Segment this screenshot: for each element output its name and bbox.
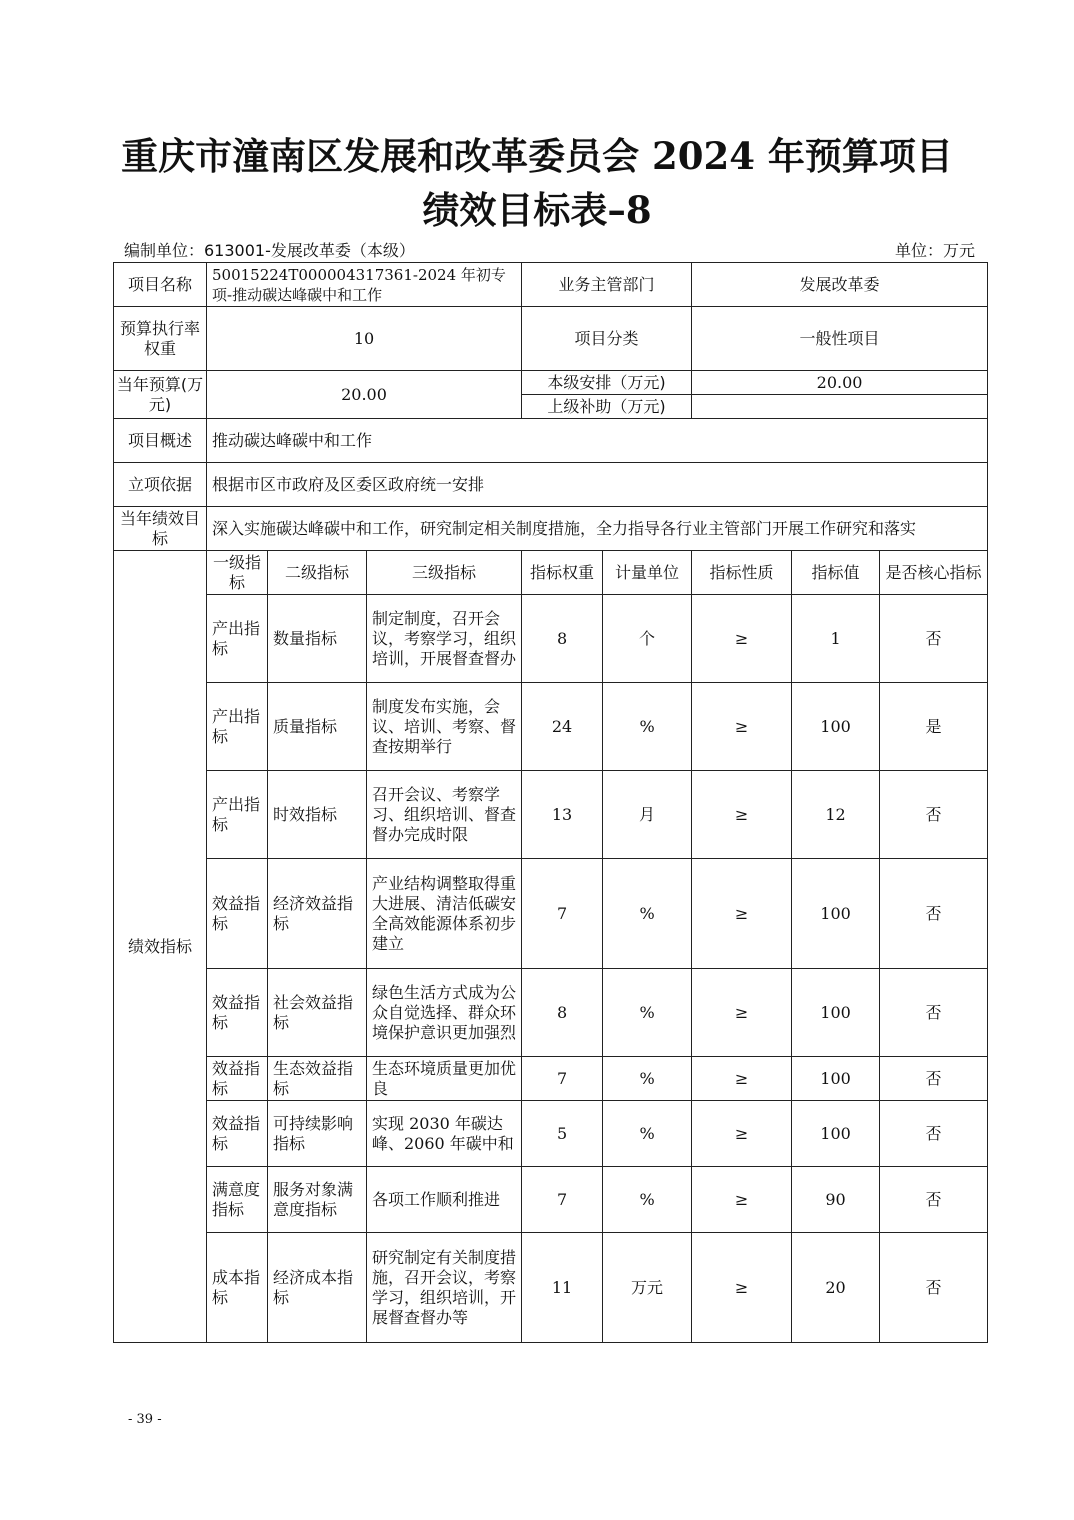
value-cell: 90 xyxy=(792,1167,880,1233)
level1-cell: 效益指标 xyxy=(207,1057,268,1101)
unit-cell: 万元 xyxy=(603,1233,692,1343)
value-cell: 100 xyxy=(792,969,880,1057)
table-row xyxy=(114,683,988,771)
header-core: 是否核心指标 xyxy=(880,551,988,595)
summary-value: 推动碳达峰碳中和工作 xyxy=(207,419,988,463)
row-exec-rate xyxy=(114,307,988,371)
nature-cell: ≥ xyxy=(692,859,792,969)
summary-label: 项目概述 xyxy=(114,419,207,463)
exec-rate-label: 预算执行率权重 xyxy=(114,307,207,371)
level2-cell: 时效指标 xyxy=(268,771,367,859)
core-cell: 否 xyxy=(880,1167,988,1233)
header-value: 指标值 xyxy=(792,551,880,595)
level1-cell: 效益指标 xyxy=(207,859,268,969)
header-level2: 二级指标 xyxy=(268,551,367,595)
upper-subsidy-label: 上级补助（万元) xyxy=(522,395,692,419)
level2-cell: 生态效益指标 xyxy=(268,1057,367,1101)
core-cell: 否 xyxy=(880,771,988,859)
local-arrangement-value: 20.00 xyxy=(692,371,988,395)
nature-cell: ≥ xyxy=(692,969,792,1057)
unit-cell: % xyxy=(603,683,692,771)
level1-cell: 效益指标 xyxy=(207,1101,268,1167)
weight-cell: 24 xyxy=(522,683,603,771)
performance-target-table xyxy=(113,262,988,1343)
table-row xyxy=(114,859,988,969)
nature-cell: ≥ xyxy=(692,1167,792,1233)
core-cell: 否 xyxy=(880,859,988,969)
project-name-label: 项目名称 xyxy=(114,263,207,307)
level3-cell: 研究制定有关制度措施，召开会议，考察学习，组织培训，开展督查督办等 xyxy=(367,1233,522,1343)
value-cell: 12 xyxy=(792,771,880,859)
goal-label: 当年绩效目标 xyxy=(114,507,207,551)
budget-label: 当年预算(万元) xyxy=(114,371,207,419)
header-nature: 指标性质 xyxy=(692,551,792,595)
weight-cell: 11 xyxy=(522,1233,603,1343)
level2-cell: 社会效益指标 xyxy=(268,969,367,1057)
weight-cell: 8 xyxy=(522,595,603,683)
dept-value: 发展改革委 xyxy=(692,263,988,307)
weight-cell: 7 xyxy=(522,1057,603,1101)
core-cell: 否 xyxy=(880,969,988,1057)
level3-cell: 绿色生活方式成为公众自觉选择、群众环境保护意识更加强烈 xyxy=(367,969,522,1057)
row-budget-1 xyxy=(114,371,988,395)
unit-cell: % xyxy=(603,1167,692,1233)
level2-cell: 经济效益指标 xyxy=(268,859,367,969)
basis-value: 根据市区市政府及区委区政府统一安排 xyxy=(207,463,988,507)
value-cell: 100 xyxy=(792,1057,880,1101)
table-row xyxy=(114,1057,988,1101)
weight-cell: 5 xyxy=(522,1101,603,1167)
row-summary xyxy=(114,419,988,463)
table-row xyxy=(114,1101,988,1167)
level1-cell: 满意度指标 xyxy=(207,1167,268,1233)
row-basis xyxy=(114,463,988,507)
table-row xyxy=(114,1233,988,1343)
nature-cell: ≥ xyxy=(692,683,792,771)
table-row xyxy=(114,969,988,1057)
level1-cell: 成本指标 xyxy=(207,1233,268,1343)
value-cell: 100 xyxy=(792,683,880,771)
table-row xyxy=(114,1167,988,1233)
unit-cell: 个 xyxy=(603,595,692,683)
table-row xyxy=(114,771,988,859)
compiling-unit-label: 编制单位：613001-发展改革委（本级） xyxy=(124,241,415,260)
weight-cell: 8 xyxy=(522,969,603,1057)
value-cell: 20 xyxy=(792,1233,880,1343)
unit-cell: % xyxy=(603,1101,692,1167)
indicators-section-label: 绩效指标 xyxy=(114,551,207,1343)
level3-cell: 实现 2030 年碳达峰、2060 年碳中和 xyxy=(367,1101,522,1167)
local-arrangement-label: 本级安排（万元) xyxy=(522,371,692,395)
document-title-line-2: 绩效目标表–8 xyxy=(422,188,652,232)
level2-cell: 可持续影响指标 xyxy=(268,1101,367,1167)
level3-cell: 制度发布实施，会议、培训、考察、督查按期举行 xyxy=(367,683,522,771)
level3-cell: 各项工作顺利推进 xyxy=(367,1167,522,1233)
nature-cell: ≥ xyxy=(692,1233,792,1343)
currency-unit-label: 单位：万元 xyxy=(894,241,975,260)
unit-cell: % xyxy=(603,1057,692,1101)
core-cell: 否 xyxy=(880,1057,988,1101)
level3-cell: 产业结构调整取得重大进展、清洁低碳安全高效能源体系初步建立 xyxy=(367,859,522,969)
value-cell: 100 xyxy=(792,859,880,969)
core-cell: 否 xyxy=(880,1233,988,1343)
core-cell: 否 xyxy=(880,1101,988,1167)
nature-cell: ≥ xyxy=(692,1057,792,1101)
basis-label: 立项依据 xyxy=(114,463,207,507)
level2-cell: 服务对象满意度指标 xyxy=(268,1167,367,1233)
nature-cell: ≥ xyxy=(692,595,792,683)
category-value: 一般性项目 xyxy=(692,307,988,371)
header-unit: 计量单位 xyxy=(603,551,692,595)
unit-cell: 月 xyxy=(603,771,692,859)
page-number: - 39 - xyxy=(128,1412,162,1427)
weight-cell: 7 xyxy=(522,859,603,969)
level1-cell: 产出指标 xyxy=(207,771,268,859)
level1-cell: 产出指标 xyxy=(207,683,268,771)
document-title-line-1: 重庆市潼南区发展和改革委员会 2024 年预算项目 xyxy=(121,134,953,178)
level3-cell: 生态环境质量更加优良 xyxy=(367,1057,522,1101)
indicator-header-row xyxy=(114,551,988,595)
weight-cell: 7 xyxy=(522,1167,603,1233)
level2-cell: 数量指标 xyxy=(268,595,367,683)
category-label: 项目分类 xyxy=(522,307,692,371)
upper-subsidy-value xyxy=(692,395,988,419)
value-cell: 1 xyxy=(792,595,880,683)
dept-label: 业务主管部门 xyxy=(522,263,692,307)
nature-cell: ≥ xyxy=(692,1101,792,1167)
core-cell: 是 xyxy=(880,683,988,771)
level1-cell: 效益指标 xyxy=(207,969,268,1057)
exec-rate-value: 10 xyxy=(207,307,522,371)
level2-cell: 经济成本指标 xyxy=(268,1233,367,1343)
level2-cell: 质量指标 xyxy=(268,683,367,771)
level3-cell: 制定制度，召开会议，考察学习，组织培训，开展督查督办 xyxy=(367,595,522,683)
weight-cell: 13 xyxy=(522,771,603,859)
budget-value: 20.00 xyxy=(207,371,522,419)
table-row xyxy=(114,595,988,683)
project-name-value: 50015224T000004317361-2024 年初专项-推动碳达峰碳中和工作 xyxy=(207,263,522,307)
row-project-name xyxy=(114,263,988,307)
unit-cell: % xyxy=(603,859,692,969)
level3-cell: 召开会议、考察学习、组织培训、督查督办完成时限 xyxy=(367,771,522,859)
core-cell: 否 xyxy=(880,595,988,683)
header-level1: 一级指标 xyxy=(207,551,268,595)
unit-cell: % xyxy=(603,969,692,1057)
nature-cell: ≥ xyxy=(692,771,792,859)
goal-value: 深入实施碳达峰碳中和工作，研究制定相关制度措施，全力指导各行业主管部门开展工作研究和落实 xyxy=(207,507,988,551)
header-level3: 三级指标 xyxy=(367,551,522,595)
level1-cell: 产出指标 xyxy=(207,595,268,683)
row-goal xyxy=(114,507,988,551)
value-cell: 100 xyxy=(792,1101,880,1167)
header-weight: 指标权重 xyxy=(522,551,603,595)
